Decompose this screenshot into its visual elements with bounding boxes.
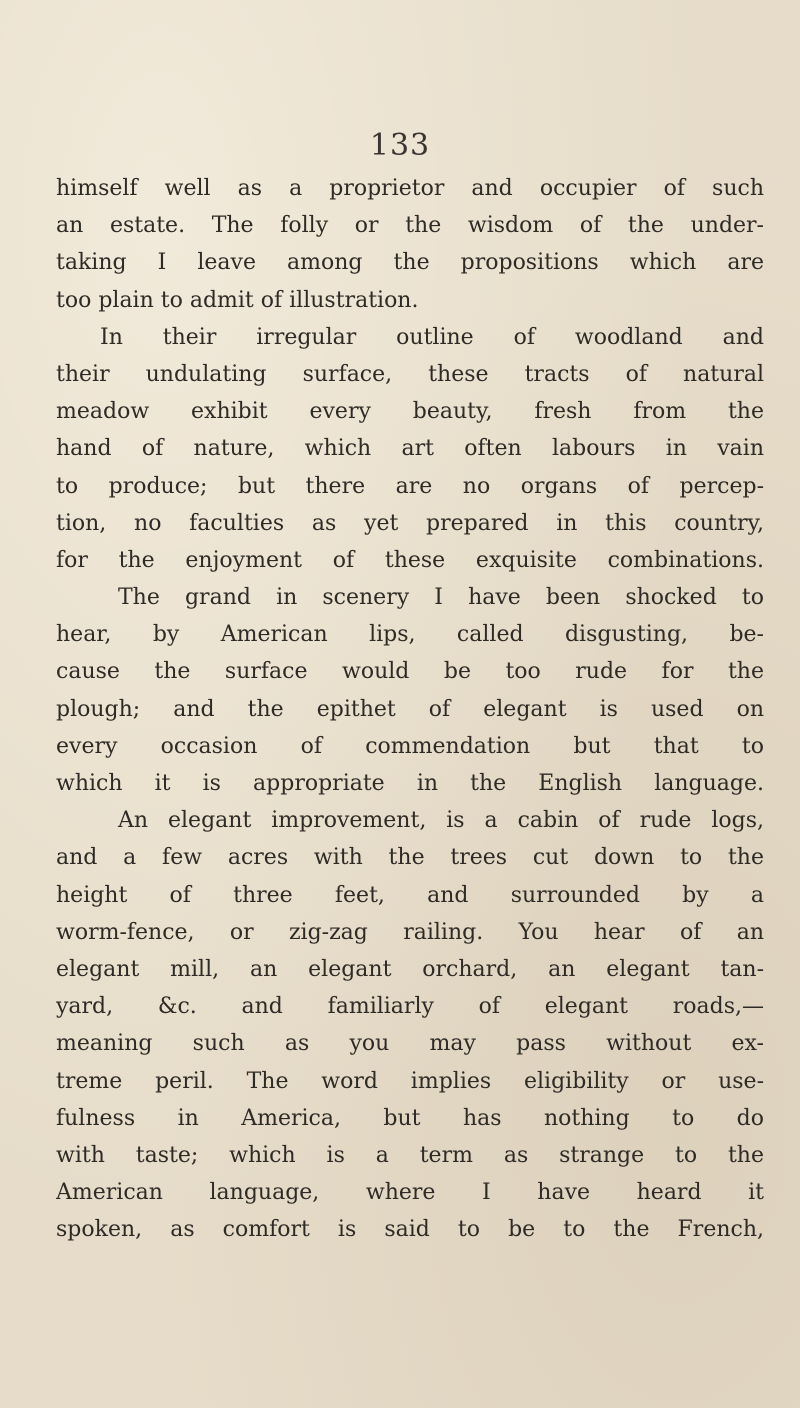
text-line: meaning such as you may pass without ex- bbox=[56, 1031, 764, 1057]
text-line: worm-fence, or zig-zag railing. You hear of an bbox=[56, 919, 764, 945]
text-line: every occasion of commendation but that to bbox=[56, 733, 764, 759]
text-line: cause the surface would be too rude for the bbox=[56, 659, 764, 685]
text-line: American language, where I have heard it bbox=[56, 1180, 764, 1206]
text-line: with taste; which is a term as strange to the bbox=[56, 1142, 764, 1168]
text-line: tion, no faculties as yet prepared in this country, bbox=[56, 510, 764, 536]
text-line: hand of nature, which art often labours in vain bbox=[56, 436, 764, 462]
text-line: treme peril. The word implies eligibility or use- bbox=[56, 1068, 764, 1094]
text-line: height of three feet, and surrounded by a bbox=[56, 882, 764, 908]
text-line: meadow exhibit every beauty, fresh from the bbox=[56, 399, 764, 425]
text-line: and a few acres with the trees cut down to the bbox=[56, 845, 764, 871]
text-line: to produce; but there are no organs of percep- bbox=[56, 473, 764, 499]
page-number: 133 bbox=[369, 128, 431, 163]
text-line: too plain to admit of illustration. bbox=[56, 287, 419, 313]
text-line: taking I leave among the propositions which are bbox=[56, 250, 764, 276]
text-line: an estate. The folly or the wisdom of the under- bbox=[56, 213, 764, 239]
text-line: elegant mill, an elegant orchard, an elegant tan- bbox=[56, 956, 764, 982]
text-line: spoken, as comfort is said to be to the French, bbox=[56, 1217, 764, 1243]
text-line: The grand in scenery I have been shocked to bbox=[118, 585, 764, 611]
text-line: In their irregular outline of woodland and bbox=[100, 324, 764, 350]
text-line: which it is appropriate in the English language. bbox=[56, 771, 764, 796]
text-line: yard, &c. and familiarly of elegant roads,— bbox=[56, 994, 764, 1020]
text-line: himself well as a proprietor and occupier of such bbox=[56, 176, 764, 201]
text-line: An elegant improvement, is a cabin of rude logs, bbox=[118, 808, 764, 834]
text-line: fulness in America, but has nothing to do bbox=[56, 1105, 764, 1131]
text-line: plough; and the epithet of elegant is used on bbox=[56, 696, 764, 722]
text-line: hear, by American lips, called disgusting, be- bbox=[56, 622, 764, 648]
body-text bbox=[56, 170, 764, 1248]
text-line: for the enjoyment of these exquisite combinations. bbox=[56, 547, 764, 573]
text-line: their undulating surface, these tracts of natural bbox=[56, 361, 764, 387]
